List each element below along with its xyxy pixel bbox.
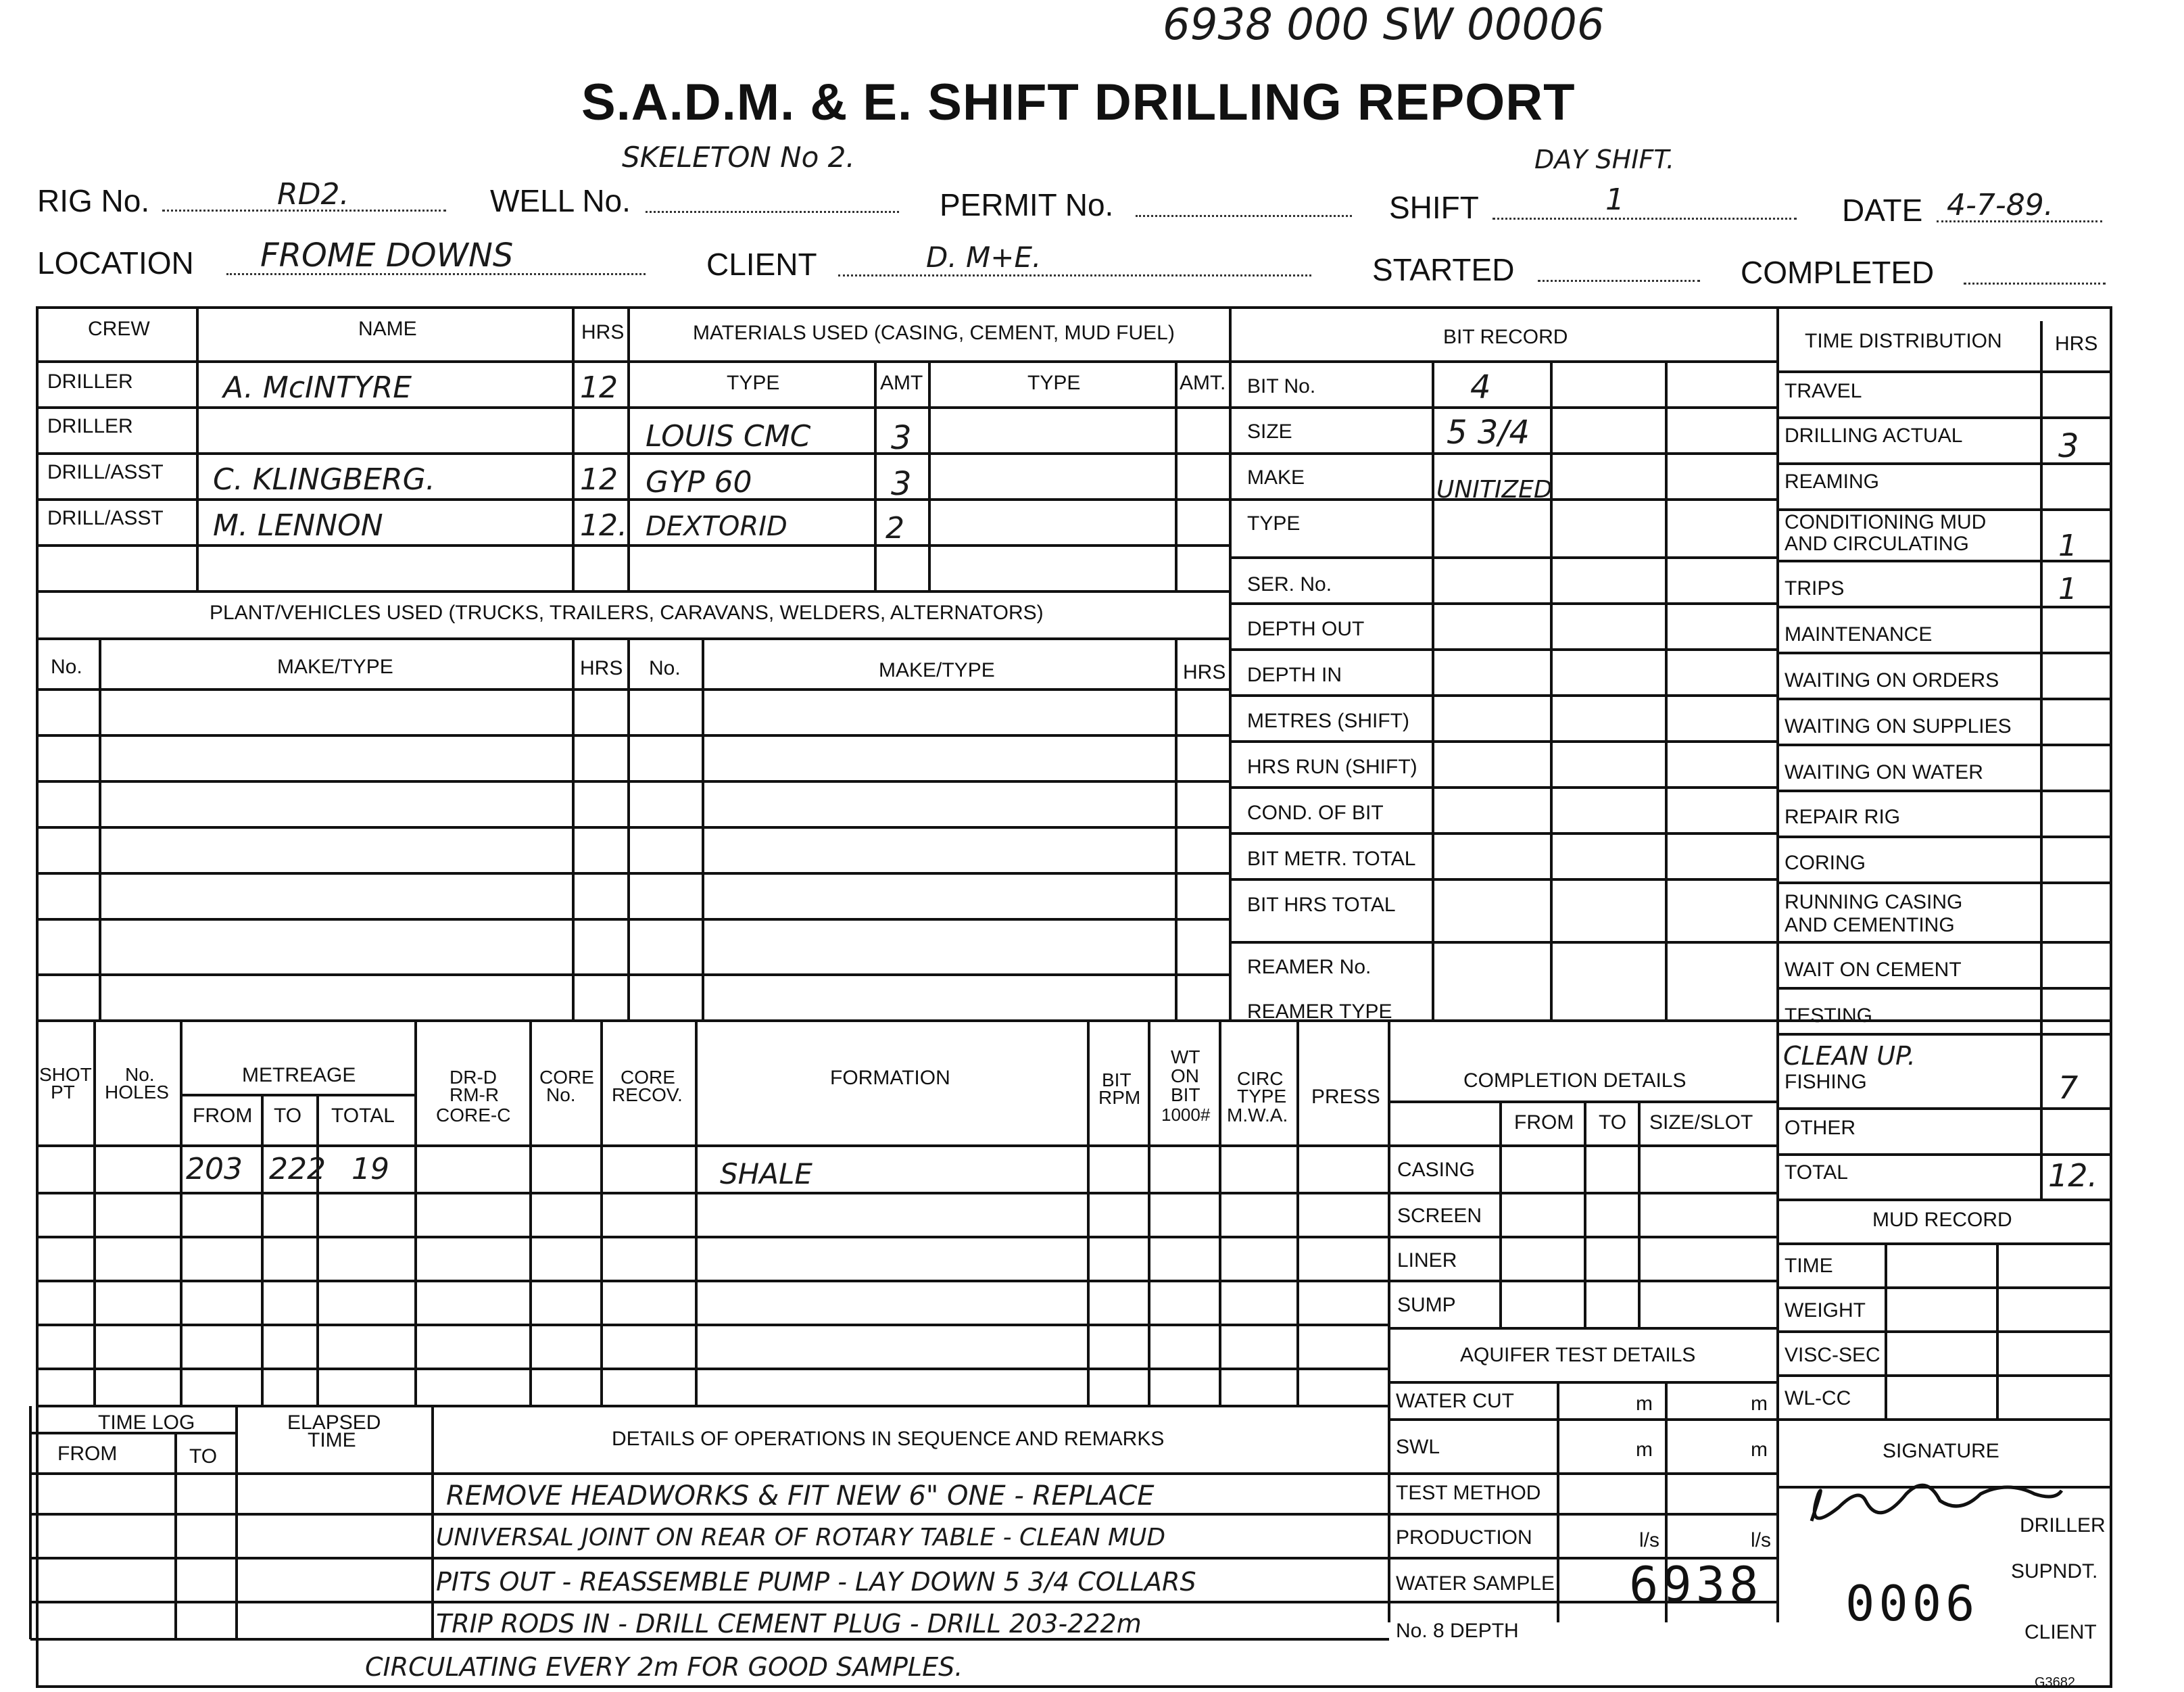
crew-hrs[interactable]: 12	[580, 462, 618, 497]
shot-header: SHOT	[39, 1064, 92, 1085]
time-label: TRAVEL	[1785, 380, 1862, 402]
completed-label: COMPLETED	[1741, 255, 1935, 290]
rig-label: RIG No.	[37, 183, 150, 218]
aquifer-unit: m	[1751, 1393, 1768, 1415]
time-label: REPAIR RIG	[1785, 806, 1901, 828]
plant-header: PLANT/VEHICLES USED (TRUCKS, TRAILERS, CARAVANS, WELDERS, ALTERNATORS)	[210, 602, 1044, 624]
well-label: WELL No.	[490, 183, 631, 218]
bit-label: BIT METR. TOTAL	[1247, 848, 1416, 870]
plant-no-header: No.	[51, 656, 82, 678]
crew-name[interactable]: M. LENNON	[213, 508, 383, 543]
completion-to-header: TO	[1599, 1111, 1627, 1134]
time-label-line2: AND CIRCULATING	[1785, 533, 1969, 555]
bit-label: MAKE	[1247, 466, 1305, 489]
aquifer-label: WATER SAMPLE	[1396, 1572, 1555, 1595]
time-distribution-header: TIME DISTRIBUTION	[1805, 330, 2002, 352]
core-recov-header: CORE	[621, 1067, 675, 1088]
form-code: G3682	[2035, 1675, 2076, 1690]
bit-label: SER. No.	[1247, 573, 1332, 596]
metreage-header: METREAGE	[242, 1064, 356, 1086]
time-note[interactable]: CLEAN UP.	[1783, 1041, 1916, 1071]
time-label: TESTING	[1785, 1005, 1873, 1027]
circ-header: CIRC	[1237, 1068, 1284, 1089]
metreage-to-header: TO	[274, 1105, 302, 1127]
bit-label: BIT HRS TOTAL	[1247, 894, 1396, 916]
metreage-total-header: TOTAL	[331, 1105, 395, 1127]
time-log-header: TIME LOG	[98, 1411, 195, 1434]
completion-label: CASING	[1397, 1159, 1476, 1181]
time-hrs[interactable]: 1	[2058, 529, 2077, 563]
signature-header: SIGNATURE	[1883, 1440, 1999, 1462]
core-no-header: CORE	[539, 1067, 594, 1088]
circ-header3: M.W.A.	[1227, 1105, 1288, 1126]
shift-note: DAY SHIFT.	[1534, 145, 1675, 174]
elapsed-header2: TIME	[308, 1429, 356, 1451]
bit-label: REAMER TYPE	[1247, 1000, 1392, 1023]
time-hrs[interactable]: 1	[2058, 572, 2077, 606]
material-amt-header: AMT	[880, 372, 923, 394]
crew-role: DRILL/ASST	[47, 461, 164, 483]
time-hrs-header: HRS	[2055, 333, 2098, 355]
crew-header: CREW	[88, 318, 150, 340]
document-reference: 6938 000 SW 00006	[1163, 0, 1605, 50]
material-type2-header: TYPE	[1027, 372, 1081, 394]
holes-header: No.	[125, 1064, 155, 1085]
material-amt2-header: AMT.	[1180, 372, 1226, 394]
material-type[interactable]: GYP 60	[646, 465, 752, 500]
signature-driller-label: DRILLER	[2020, 1514, 2106, 1537]
metreage-to[interactable]: 222	[269, 1152, 326, 1186]
drd-header2: RM-R	[450, 1084, 500, 1105]
remark-line[interactable]: PITS OUT - REASSEMBLE PUMP - LAY DOWN 5 3/4 COLLARS	[436, 1567, 1196, 1597]
shot-header2: PT	[51, 1082, 75, 1103]
materials-header: MATERIALS USED (CASING, CEMENT, MUD FUEL)	[693, 322, 1175, 344]
plant-no2-header: No.	[649, 657, 681, 679]
bit-label: HRS RUN (SHIFT)	[1247, 756, 1417, 778]
completion-label: SCREEN	[1397, 1205, 1482, 1227]
time-hrs[interactable]: 12.	[2048, 1157, 2098, 1194]
press-header: PRESS	[1311, 1086, 1380, 1108]
metreage-from[interactable]: 203	[186, 1152, 243, 1186]
material-amt[interactable]: 3	[891, 465, 912, 503]
remark-line[interactable]: UNIVERSAL JOINT ON REAR OF ROTARY TABLE - CLEAN MUD	[436, 1524, 1166, 1551]
crew-role: DRILL/ASST	[47, 507, 164, 529]
time-log-from-header: FROM	[57, 1443, 118, 1465]
time-hrs[interactable]: 3	[2058, 427, 2079, 465]
crew-name[interactable]: A. McINTYRE	[223, 370, 412, 405]
aquifer-label: PRODUCTION	[1396, 1526, 1532, 1549]
wt-header: WT	[1171, 1046, 1200, 1067]
completion-size-header: SIZE/SLOT	[1649, 1111, 1753, 1134]
time-label: TOTAL	[1785, 1161, 1848, 1184]
time-label: WAITING ON ORDERS	[1785, 669, 1999, 692]
circ-header2: TYPE	[1237, 1086, 1287, 1107]
time-label: FISHING	[1785, 1071, 1867, 1093]
bit-label: DEPTH IN	[1247, 664, 1342, 686]
permit-label: PERMIT No.	[940, 187, 1114, 222]
plant-hrs-header: HRS	[580, 657, 623, 679]
signature-supndt-label: SUPNDT.	[2011, 1560, 2098, 1582]
completion-label: LINER	[1397, 1249, 1457, 1272]
bit-record-header: BIT RECORD	[1443, 326, 1568, 348]
remark-line[interactable]: TRIP RODS IN - DRILL CEMENT PLUG - DRILL 203-222m	[436, 1609, 1142, 1639]
water-sample-stamp: 6938	[1629, 1556, 1763, 1613]
wt-header4: 1000#	[1161, 1105, 1211, 1125]
location-label: LOCATION	[37, 245, 194, 281]
wt-header2: ON	[1171, 1065, 1199, 1086]
well-name-note: SKELETON No 2.	[622, 141, 855, 174]
mud-label: TIME	[1785, 1255, 1833, 1277]
date-value[interactable]: 4-7-89.	[1947, 188, 2054, 222]
time-label: DRILLING ACTUAL	[1785, 425, 1963, 447]
mud-label: VISC-SEC	[1785, 1344, 1880, 1366]
bit-label: SIZE	[1247, 420, 1292, 443]
rig-value[interactable]: RD2.	[277, 177, 349, 212]
time-label: OTHER	[1785, 1117, 1855, 1139]
formation-value[interactable]: SHALE	[720, 1157, 812, 1190]
drd-header: DR-D	[450, 1067, 497, 1088]
aquifer-unit: l/s	[1751, 1529, 1771, 1551]
time-label: WAITING ON SUPPLIES	[1785, 715, 2012, 738]
wt-header3: BIT	[1171, 1084, 1200, 1105]
bit-label: TYPE	[1247, 512, 1301, 535]
core-recov-header2: RECOV.	[612, 1084, 683, 1105]
mud-label: WEIGHT	[1785, 1299, 1866, 1322]
client-label: CLIENT	[706, 247, 817, 282]
plant-hrs2-header: HRS	[1183, 661, 1226, 683]
material-type[interactable]: LOUIS CMC	[646, 419, 811, 454]
started-label: STARTED	[1372, 252, 1515, 287]
aquifer-unit: m	[1636, 1393, 1653, 1415]
material-amt[interactable]: 3	[891, 419, 912, 457]
bit-label: BIT No.	[1247, 375, 1316, 397]
time-label: CORING	[1785, 852, 1866, 874]
bit-label: COND. OF BIT	[1247, 802, 1384, 824]
metreage-total[interactable]: 19	[351, 1152, 389, 1186]
crew-hrs[interactable]: 12.	[580, 508, 627, 543]
mud-record-header: MUD RECORD	[1872, 1209, 2012, 1231]
time-label: REAMING	[1785, 470, 1880, 493]
crew-hrs[interactable]: 12	[580, 370, 618, 405]
aquifer-header: AQUIFER TEST DETAILS	[1460, 1344, 1696, 1366]
crew-name[interactable]: C. KLINGBERG.	[213, 462, 435, 497]
bit-value[interactable]: UNITIZED	[1436, 476, 1553, 504]
bit-label: METRES (SHIFT)	[1247, 710, 1409, 732]
remark-line[interactable]: REMOVE HEADWORKS & FIT NEW 6" ONE - REPLACE	[446, 1480, 1155, 1512]
location-value[interactable]: FROME DOWNS	[260, 237, 514, 274]
time-label: RUNNING CASING	[1785, 891, 1963, 913]
aquifer-unit: l/s	[1639, 1529, 1659, 1551]
completion-header: COMPLETION DETAILS	[1463, 1069, 1686, 1092]
bit-value[interactable]: 4	[1470, 368, 1491, 406]
bit-rpm-header: BIT	[1102, 1069, 1132, 1090]
bit-value[interactable]: 5 3/4	[1447, 414, 1530, 452]
core-no-header2: No.	[546, 1084, 576, 1105]
bit-label: DEPTH OUT	[1247, 618, 1365, 640]
shift-value[interactable]: 1	[1605, 183, 1624, 217]
crew-role: DRILLER	[47, 415, 133, 437]
elapsed-header: ELAPSED	[287, 1411, 381, 1434]
shift-label: SHIFT	[1389, 190, 1479, 225]
completion-from-header: FROM	[1514, 1111, 1574, 1134]
aquifer-unit: m	[1751, 1439, 1768, 1461]
mud-label: WL-CC	[1785, 1387, 1851, 1409]
aquifer-label: TEST METHOD	[1396, 1482, 1541, 1504]
date-label: DATE	[1842, 193, 1923, 228]
client-value[interactable]: D. M+E.	[926, 241, 1042, 274]
time-label-line2: AND CEMENTING	[1785, 914, 1955, 936]
signature-stamp: 0006	[1845, 1575, 1979, 1632]
bit-label: REAMER No.	[1247, 956, 1372, 978]
time-hrs[interactable]: 7	[2058, 1069, 2079, 1106]
aquifer-unit: m	[1636, 1439, 1653, 1461]
details-header: DETAILS OF OPERATIONS IN SEQUENCE AND REMARKS	[612, 1428, 1165, 1450]
report-title: S.A.D.M. & E. SHIFT DRILLING REPORT	[581, 74, 1576, 131]
time-label: MAINTENANCE	[1785, 623, 1933, 646]
time-label: WAIT ON CEMENT	[1785, 959, 1962, 981]
time-log-to-header: TO	[189, 1445, 218, 1468]
crew-role: DRILLER	[47, 370, 133, 393]
aquifer-label: SWL	[1396, 1436, 1440, 1458]
time-label: CONDITIONING MUD	[1785, 511, 1987, 533]
material-type-header: TYPE	[727, 372, 780, 394]
remark-overflow: CIRCULATING EVERY 2m FOR GOOD SAMPLES.	[365, 1652, 963, 1682]
aquifer-label: WATER CUT	[1396, 1390, 1514, 1412]
material-type[interactable]: DEXTORID	[646, 511, 787, 542]
plant-make-header: MAKE/TYPE	[277, 656, 393, 678]
drd-header3: CORE-C	[436, 1105, 511, 1126]
time-label: WAITING ON WATER	[1785, 761, 1983, 783]
plant-make2-header: MAKE/TYPE	[879, 659, 995, 681]
formation-header: FORMATION	[830, 1067, 950, 1089]
holes-header2: HOLES	[105, 1082, 169, 1103]
name-header: NAME	[358, 318, 417, 340]
time-label: TRIPS	[1785, 577, 1845, 600]
metreage-from-header: FROM	[193, 1105, 253, 1127]
bit-rpm-header2: RPM	[1098, 1087, 1141, 1108]
completion-label: SUMP	[1397, 1294, 1456, 1316]
crew-hrs-header: HRS	[581, 321, 625, 343]
material-amt[interactable]: 2	[885, 511, 904, 546]
aquifer-label: No. 8 DEPTH	[1396, 1620, 1519, 1642]
signature-client-label: CLIENT	[2024, 1621, 2097, 1643]
